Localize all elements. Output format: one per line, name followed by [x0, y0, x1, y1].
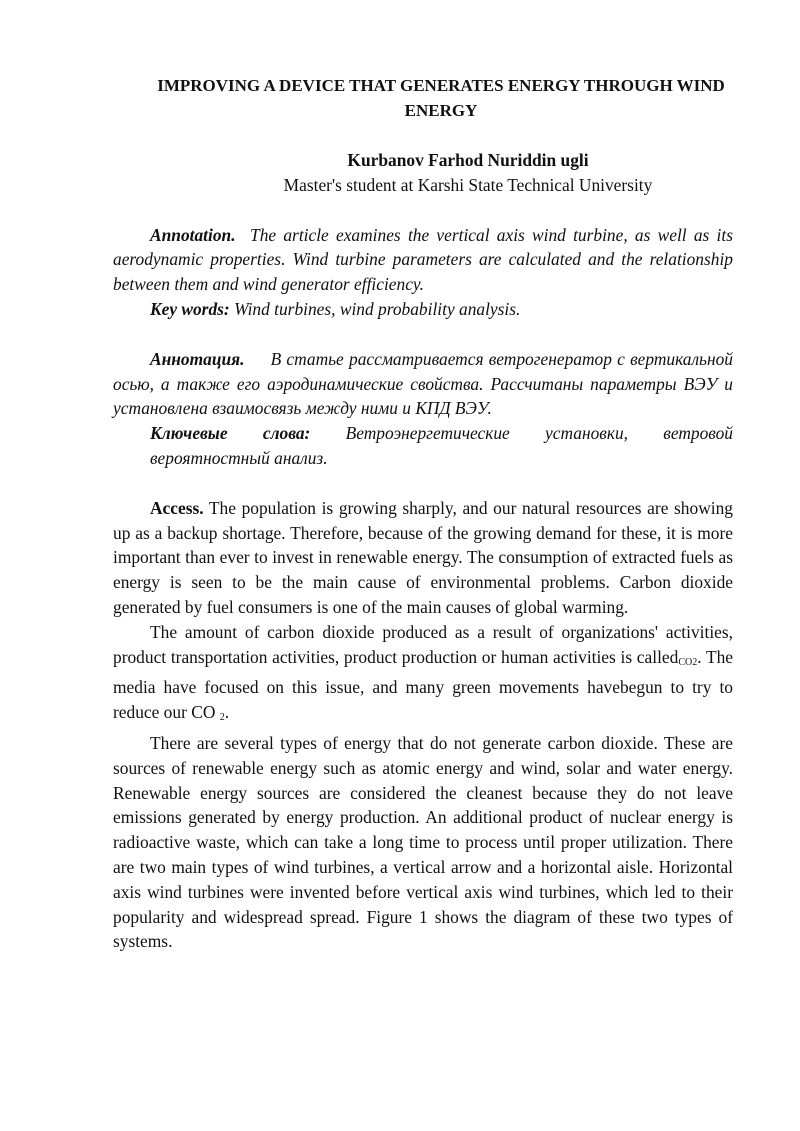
body-paragraph-1-text: The population is growing sharply, and our natural resources are showing up as a backup shortage. Therefore, because of the growing demand for these, it is more important than ever to invest in renewable energy. The consumption of extracted fuels as energy is seen to be the main cause of environmental problems. Carbon dioxide generated by fuel consumers is one of the main causes of global warming. — [113, 497, 733, 617]
body-paragraph-2 — [113, 620, 733, 731]
annotation-ru-paragraph — [113, 347, 733, 421]
annotation-en-paragraph — [113, 223, 733, 297]
section-gap — [113, 471, 733, 496]
annotation-ru — [113, 347, 733, 471]
author-name: Kurbanov Farhod Nuriddin ugli — [347, 150, 589, 170]
author-block — [113, 148, 733, 198]
keywords-ru — [113, 421, 733, 471]
keywords-en — [113, 297, 733, 322]
annotation-ru-label: Аннотация. — [150, 348, 245, 369]
body-paragraph-3: There are several types of energy that do not generate carbon dioxide. These are sources of renewable energy such as atomic energy and wind, solar and water energy. Renewable energy sources are considered the cleanest because they do not leave emissions generated by energy production. An additional product of nuclear energy is radioactive waste, which can take a long time to process until proper utilization. There are two main types of wind turbines, a vertical arrow and a horizontal aisle. Horizontal axis wind turbines were invented before vertical axis wind turbines, which led to their popularity and widespread spread. Figure 1 shows the diagram of these two types of systems. — [113, 732, 733, 952]
author-affiliation: Master's student at Karshi State Technical University — [283, 174, 653, 195]
keywords-ru-label: Ключевые слова: — [150, 423, 311, 444]
keywords-ru-text: Ветроэнергетические установки, ветровой вероятностный анализ. — [150, 423, 733, 468]
keywords-en-label: Key words: — [150, 298, 230, 319]
annotation-ru-text: В статье рассматривается ветрогенератор с вертикальной осью, а также его аэродинамические свойства. Рассчитаны параметры ВЭУ и установлена взаимосвязь между ними и КПД ВЭУ. — [113, 348, 733, 419]
co2-subscript-2: 2 — [219, 712, 225, 724]
paper-title: IMPROVING A DEVICE THAT GENERATES ENERGY THROUGH WIND ENERGY — [157, 76, 725, 120]
body-paragraph-2-text-b: . The media have focused on this issue, and many green movements havebegun to try to reduce our CO — [113, 646, 733, 723]
body-paragraph-2-text-c: . — [224, 702, 230, 723]
paper-page — [113, 74, 733, 954]
co2-subscript: CO2 — [678, 656, 698, 668]
access-label: Access. — [150, 497, 204, 518]
annotation-en — [113, 223, 733, 322]
annotation-en-label: Annotation. — [150, 224, 236, 245]
annotation-en-text: The article examines the vertical axis wind turbine, as well as its aerodynamic properties. Wind turbine parameters are calculated and the relationship between them and wind generator efficiency. — [113, 224, 733, 295]
body-paragraph-2-text-a: The amount of carbon dioxide produced as a result of organizations' activities, product transportation activities, product production or human activities is called — [113, 621, 733, 667]
keywords-en-text: Wind turbines, wind probability analysis. — [234, 298, 521, 319]
body-paragraph-1 — [113, 496, 733, 620]
